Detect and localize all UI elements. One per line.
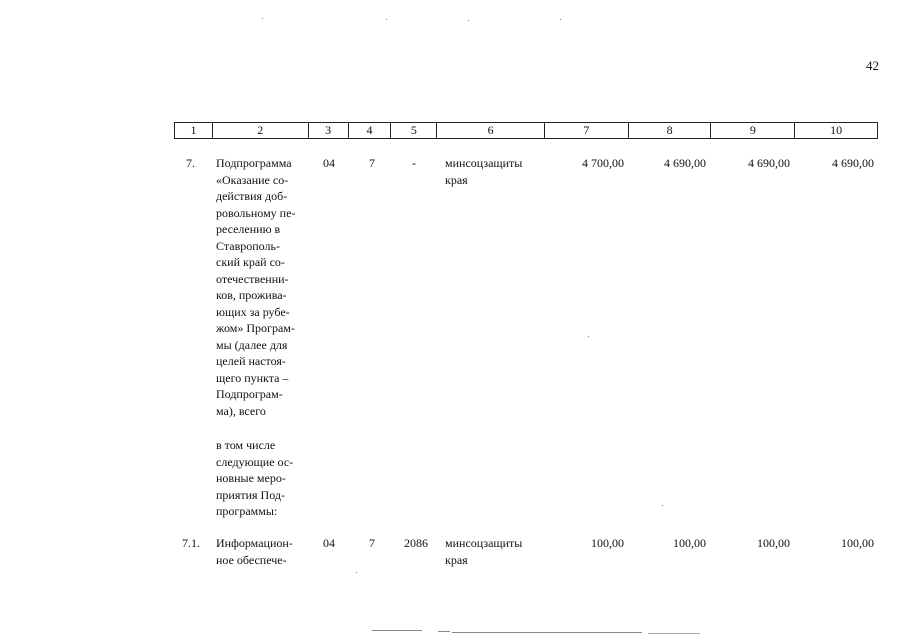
row-col10: 4 690,00 (832, 156, 874, 170)
scan-speck (386, 19, 387, 20)
row-executor: минсоцзащиты края (445, 536, 523, 567)
column-number-header (174, 122, 878, 139)
row-col4: 7 (369, 536, 375, 550)
row-col9: 4 690,00 (748, 156, 790, 170)
row-col10: 100,00 (841, 536, 874, 550)
scan-speck (662, 505, 663, 506)
row-col9: 100,00 (757, 536, 790, 550)
row-col7: 100,00 (591, 536, 624, 550)
row-executor: минсоцзащиты края (445, 156, 523, 187)
row-col8: 100,00 (673, 536, 706, 550)
row-index: 7.1. (182, 536, 200, 550)
scan-line (648, 633, 700, 634)
page-number: 42 (866, 58, 879, 73)
header-col-9: 9 (711, 123, 795, 138)
row-col3: 04 (323, 536, 335, 550)
scan-speck (588, 336, 589, 337)
scan-speck (356, 572, 357, 573)
row-name: Информацион- ное обеспече- (216, 536, 293, 567)
row-col3: 04 (323, 156, 335, 170)
header-col-6: 6 (437, 123, 545, 138)
scan-speck (560, 19, 561, 20)
header-col-1: 1 (175, 123, 213, 138)
row-col7: 4 700,00 (582, 156, 624, 170)
row-col5: - (412, 156, 416, 170)
scan-line (438, 631, 450, 632)
row-col8: 4 690,00 (664, 156, 706, 170)
scan-line (372, 630, 422, 631)
scan-line (452, 632, 642, 633)
header-col-3: 3 (309, 123, 349, 138)
header-col-7: 7 (545, 123, 629, 138)
row-index: 7. (186, 156, 195, 170)
scan-speck (262, 18, 263, 19)
row-col5: 2086 (404, 536, 428, 550)
row-col4: 7 (369, 156, 375, 170)
header-col-8: 8 (629, 123, 712, 138)
scan-speck (468, 20, 469, 21)
header-col-4: 4 (349, 123, 392, 138)
header-col-2: 2 (213, 123, 309, 138)
row-subtitle: в том числе следующие ос- новные меро- приятия Под- программы: (216, 438, 294, 518)
header-col-5: 5 (391, 123, 437, 138)
header-col-10: 10 (830, 123, 843, 137)
row-name: Подпрограмма «Оказание со- действия доб- ровольному пе- реселению в Ставрополь- ский край со- отечественни- ков, прожива- ющих за рубе- жом» Програм- мы (далее для целей настоя- щего пункта – Подпрограм- ма), всего (216, 156, 296, 418)
